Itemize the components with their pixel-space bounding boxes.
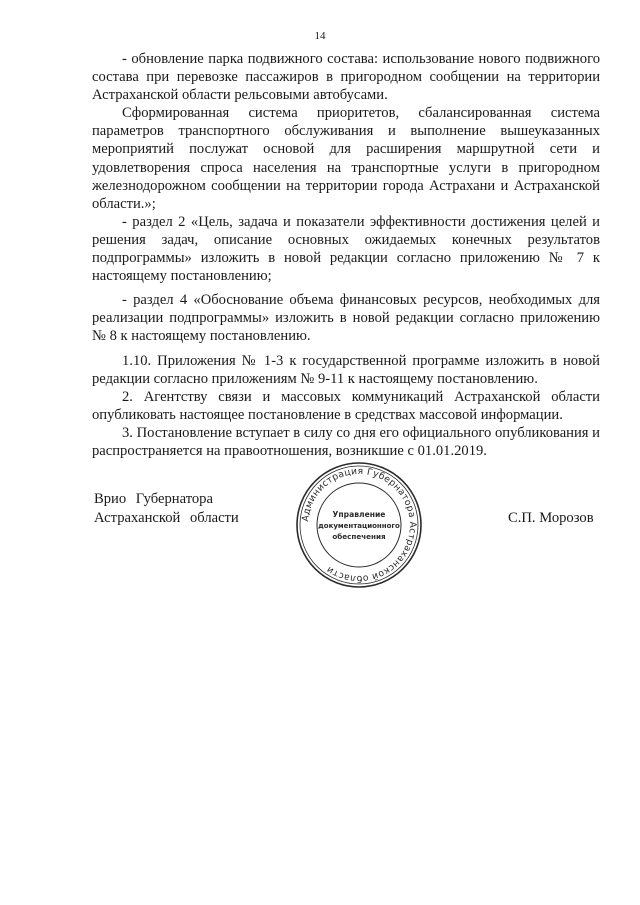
paragraph-section-4: - раздел 4 «Обоснование объема финансовых ресурсов, необходимых для реализации подпрограммы» изложить в новой редакции согласно приложению № 8 к настоящему постановлению. <box>92 292 600 345</box>
seal-center-line1: Управление <box>332 510 386 519</box>
official-seal-icon <box>294 460 424 590</box>
paragraph-item-1-10: 1.10. Приложения № 1-3 к государственной программе изложить в новой редакции согласно приложениям № 9-11 к настоящему постановлению. <box>92 352 600 387</box>
paragraph-item-2: 2. Агентству связи и массовых коммуникаций Астраханской области опубликовать настоящее постановление в средствах массовой информации. <box>92 388 600 423</box>
signatory-position-line2: Астраханской области <box>94 510 239 526</box>
page-number: 14 <box>314 30 326 42</box>
paragraph-item-3: 3. Постановление вступает в силу со дня его официального опубликования и распространяется на правоотношения, возникшие с 01.01.2019. <box>92 424 600 459</box>
paragraph-priorities: Сформированная система приоритетов, сбалансированная система параметров транспортного обслуживания и выполнение вышеуказанных мероприятий послужат основой для расширения маршрутной сети и удовлетворения спроса населения на транспортные услуги в пригородном железнодорожном сообщении на территории города Астрахани и Астраханской области.»; <box>92 105 600 212</box>
paragraph-section-2: - раздел 2 «Цель, задача и показатели эффективности достижения целей и решения задач, описание основных ожидаемых конечных результатов подпрограммы» изложить в новой редакции согласно приложению № 7 к настоящему постановлению; <box>92 213 600 285</box>
signatory-name: С.П. Морозов <box>508 510 594 526</box>
document-body <box>92 50 600 460</box>
seal-center-line2: документационного <box>318 522 400 530</box>
paragraph-fleet-update: - обновление парка подвижного состава: использование нового подвижного состава при перевозке пассажиров в пригородном сообщении на территории Астраханской области рельсовыми автобусами. <box>92 51 600 104</box>
seal-ring-text: Администрация Губернатора Астраханской области <box>300 465 419 585</box>
signatory-position-line1: Врио Губернатора <box>94 491 213 507</box>
seal-center-line3: обеспечения <box>332 532 386 541</box>
signatory-position <box>94 490 239 528</box>
